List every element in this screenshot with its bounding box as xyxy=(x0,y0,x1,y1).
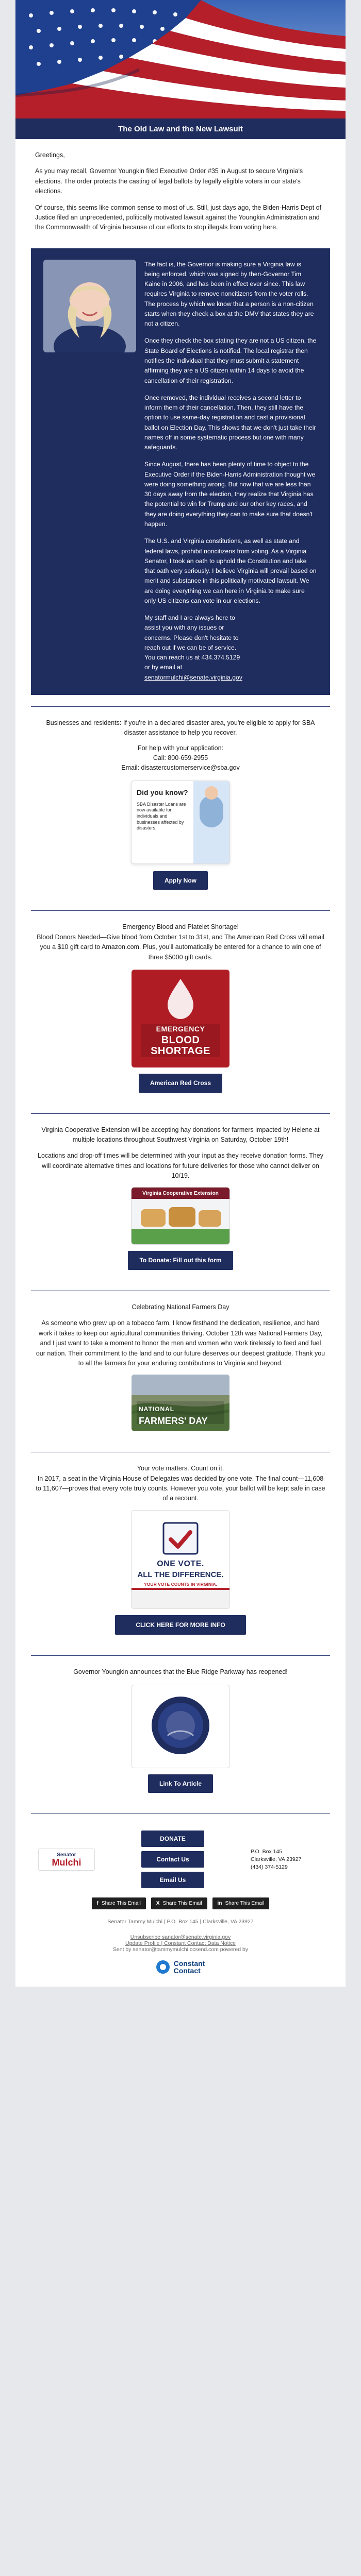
section-divider xyxy=(31,1655,330,1656)
cc-text-line: Contact xyxy=(173,1967,201,1975)
sba-email: Email: disastercustomerservice@sba.gov xyxy=(121,764,240,772)
sba-info-card xyxy=(131,781,230,864)
blood-paragraph: Blood Donors Needed—Give blood from October 1st to 31st, and The American Red Cross will email you a $10 gift card to Amazon.com. Plus, you'll automatically be entered for a chance to win one of three $5000 gift cards. xyxy=(37,933,324,961)
x-icon: X xyxy=(156,1901,160,1907)
sba-card-title: Did you know? xyxy=(137,788,188,796)
constant-contact-icon xyxy=(156,1960,170,1974)
senator-logo-image xyxy=(38,1849,95,1871)
apply-now-button[interactable]: Apply Now xyxy=(153,871,208,890)
farmers-day-paragraph: As someone who grew up on a tobacco farm, I know firsthand the dedication, resilience, and hard work it takes to keep our agricultural communities thriving. October 12th was National Farmers Day, and I just want to take a moment to honor the men and women who work tirelessly to feed and fuel our nation. Their commitment to the land and to our future deserves our deepest gratitude. Thank you to all the farmers for your enduring contributions to Virginia and beyond. xyxy=(36,1319,325,1367)
blood-image-line: BLOOD xyxy=(161,1034,200,1046)
intro-paragraph-1: As you may recall, Governor Youngkin filed Executive Order #35 in August to secure Virginia's elections. The order protects the casting of legal ballots by legally eligible voters in our state's elections. xyxy=(35,167,303,195)
blood-image-line: EMERGENCY xyxy=(156,1024,205,1033)
contact-line: concerns. Please don't hesitate to xyxy=(144,634,239,641)
contact-line: My staff and I are always here to xyxy=(144,614,235,622)
intro-section xyxy=(15,139,346,248)
contact-line: or by email at xyxy=(144,664,183,671)
sba-call: Call: 800-659-2955 xyxy=(153,754,208,762)
email-us-button[interactable]: Email Us xyxy=(141,1872,204,1888)
senator-logo xyxy=(38,1849,95,1871)
section-divider xyxy=(31,706,330,707)
message-paragraph-2: Once they check the box stating they are not a US citizen, the State Board of Elections is notified. The local registrar then notifies the individual that they must submit a statement affirming they are a US citizen within 14 days to avoid the cancellation of their registration. xyxy=(144,337,317,384)
farmers-day-section xyxy=(15,1302,346,1440)
vote-image-line: YOUR VOTE COUNTS IN VIRGINIA. xyxy=(144,1582,217,1587)
sba-card-image-shape xyxy=(205,786,218,800)
hay-paragraph-2: Locations and drop-off times will be determined with your input as they receive donation forms. They will coordinate alternative times and locations for future deliveries for those who cannot deliver on 10/19. xyxy=(38,1152,323,1180)
blood-drive-section xyxy=(15,922,346,1101)
facebook-icon: f xyxy=(96,1901,99,1907)
linkedin-icon: in xyxy=(217,1901,222,1907)
constant-contact-text xyxy=(174,1960,205,1974)
hero-banner xyxy=(15,0,346,139)
address-line: P.O. Box 145 xyxy=(251,1849,283,1855)
constant-contact-logo[interactable] xyxy=(15,1960,346,1974)
senator-message-text xyxy=(144,260,318,683)
parkway-section xyxy=(15,1667,346,1802)
vote-image-line: ALL THE DIFFERENCE. xyxy=(137,1570,224,1579)
message-paragraph-4: Since August, there has been plenty of time to object to the Executive Order if the Biden-Harris Administration thought we were doing something wrong. But now that we are less than 30 days away from the election, they realize that Virginia has the potential to win for Trump and our other key races, and they are doing everything they can to make sure that doesn't happen. xyxy=(144,461,316,528)
farmers-image-line: NATIONAL xyxy=(139,1405,175,1413)
email-container xyxy=(15,0,346,1987)
legal-line: Senator Tammy Mulchi | P.O. Box 145 | Clarksville, VA 23927 xyxy=(107,1919,254,1925)
farmers-day-title: Celebrating National Farmers Day xyxy=(132,1303,229,1311)
hay-paragraph-1: Virginia Cooperative Extension will be accepting hay donations for farmers impacted by Helene at multiple locations throughout Southwest Virginia on Saturday, October 19th! xyxy=(41,1126,320,1143)
link-to-article-button[interactable]: Link To Article xyxy=(148,1774,213,1793)
sent-by-line: Sent by senator@tammymulchi.ccsend.com powered by xyxy=(112,1946,249,1953)
sba-card-text xyxy=(132,781,193,863)
contact-line: assist you with any issues or xyxy=(144,624,224,632)
logo-senator-label: Senator xyxy=(57,1852,76,1858)
blood-title: Emergency Blood and Platelet Shortage! xyxy=(122,923,239,931)
american-flag-image xyxy=(15,0,346,118)
vote-paragraph: In 2017, a seat in the Virginia House of Delegates was decided by one vote. The final count—11,608 to 11,607—proves that every vote truly counts. However you vote, your ballot will be kept safe in case of a recount. xyxy=(36,1475,325,1502)
donate-form-button[interactable]: To Donate: Fill out this form xyxy=(128,1251,233,1270)
more-info-button[interactable]: CLICK HERE FOR MORE INFO xyxy=(115,1615,245,1635)
newsletter-title: The Old Law and the New Lawsuit xyxy=(15,118,346,139)
sba-card-image-shape xyxy=(200,795,223,827)
constant-contact-branding xyxy=(15,1956,346,1987)
farmers-image-text xyxy=(139,1404,208,1428)
share-label: Share This Email xyxy=(101,1901,141,1907)
vote-section xyxy=(15,1464,346,1644)
share-label: Share This Email xyxy=(225,1901,265,1907)
national-farmers-day-image xyxy=(132,1375,229,1431)
sba-section xyxy=(15,718,346,899)
section-divider xyxy=(31,1113,330,1114)
vote-headline: Your vote matters. Count on it. xyxy=(137,1465,224,1472)
message-paragraph-1: The fact is, the Governor is making sure a Virginia law is being enforced, which was signed by then-Governor Tim Kaine in 2006, and has been in effect ever since. This law requires Virginia to remove noncitizens from the voter rolls. The process by which we know that a person is a non-citizen starts when they check a box at the DMV that states they are not a citizen. xyxy=(144,260,314,328)
footer-buttons xyxy=(141,1831,204,1888)
blood-image-line: SHORTAGE xyxy=(151,1045,210,1057)
social-share-row xyxy=(15,1888,346,1916)
vote-image-text xyxy=(137,1558,224,1588)
senator-email-link[interactable]: senatormulchi@senate.virginia.gov xyxy=(144,673,242,681)
one-vote-image xyxy=(131,1510,230,1609)
cc-text-line: Constant xyxy=(173,1959,205,1968)
social-buttons xyxy=(15,1897,346,1909)
hay-donation-section xyxy=(15,1125,346,1279)
parkway-paragraph: Governor Youngkin announces that the Blue Ridge Parkway has reopened! xyxy=(73,1668,288,1676)
contact-line: reach out if we can be of service. xyxy=(144,643,237,651)
hay-donation-image xyxy=(131,1187,230,1245)
linkedin-share-button[interactable] xyxy=(212,1897,270,1909)
american-red-cross-button[interactable]: American Red Cross xyxy=(139,1074,222,1093)
emergency-blood-shortage-image xyxy=(132,970,229,1067)
contact-us-button[interactable]: Contact Us xyxy=(141,1851,204,1868)
footer-legal xyxy=(15,1916,346,1929)
message-paragraph-3: Once removed, the individual receives a second letter to inform them of their cancellation. Then, they still have the option to use same-day registration and cast a provisional ballot on Election Day. This shows that we don't just take their names off in some systematic process but one with many safeguards. xyxy=(144,394,316,451)
profile-links[interactable]: Update Profile | Constant Contact Data Notice xyxy=(125,1940,236,1947)
vote-image-line: ONE VOTE. xyxy=(157,1559,204,1568)
senator-message-block xyxy=(31,248,330,695)
hay-image-caption: Virginia Cooperative Extension xyxy=(142,1191,219,1197)
contact-paragraph xyxy=(144,613,318,683)
sba-card-image xyxy=(193,781,229,863)
address-line: Clarksville, VA 23927 xyxy=(251,1856,302,1862)
footer-top xyxy=(15,1825,346,1888)
section-divider xyxy=(31,910,330,911)
senator-portrait-image xyxy=(43,260,136,352)
sba-card-subtitle: SBA Disaster Loans are now available for individuals and businesses affected by disasters. xyxy=(137,801,186,831)
sba-help-block xyxy=(35,743,326,773)
sba-help-title: For help with your application: xyxy=(137,744,224,752)
sba-paragraph: Businesses and residents: If you're in a declared disaster area, you're eligible to apply for SBA disaster assistance to help you recover. xyxy=(46,719,315,737)
farmers-image-line: FARMERS' DAY xyxy=(139,1415,208,1426)
x-share-button[interactable] xyxy=(151,1897,207,1909)
logo-name: Mulchi xyxy=(52,1857,81,1868)
portrait-illustration xyxy=(43,260,136,352)
unsubscribe-link[interactable]: Unsubscribe sanator@senate.virginia.gov xyxy=(130,1934,231,1941)
share-label: Share This Email xyxy=(162,1901,202,1907)
virginia-seal-graphic xyxy=(132,1685,229,1768)
contact-line: You can reach us at 434.374.5129 xyxy=(144,654,240,662)
facebook-share-button[interactable] xyxy=(92,1897,146,1909)
donate-button[interactable]: DONATE xyxy=(141,1831,204,1847)
blue-ridge-parkway-image xyxy=(131,1685,230,1768)
blood-image-text xyxy=(132,1024,229,1057)
footer-address xyxy=(251,1848,323,1871)
intro-paragraph-2: Of course, this seems like common sense to most of us. Still, just days ago, the Biden-Harris Dept of Justice filed an unprecedented, politically motivated lawsuit against the Youngkin Administration and the Commonwealth of Virginia because of our efforts to stop illegals from voting here. xyxy=(35,204,322,231)
footer-links xyxy=(15,1929,346,1956)
greeting: Greetings, xyxy=(35,151,65,159)
address-line: (434) 374-5129 xyxy=(251,1863,288,1870)
message-paragraph-5: The U.S. and Virginia constitutions, as well as state and federal laws, prohibit noncitizens from voting. As a Virginia Senator, I took an oath to uphold the Constitution and take that oath very seriously. I believe Virginia will prevail based on merit and substance in this politically motivated lawsuit. We are doing everything we can here in Virginia to make sure only US citizens can vote in our elections. xyxy=(144,537,317,604)
